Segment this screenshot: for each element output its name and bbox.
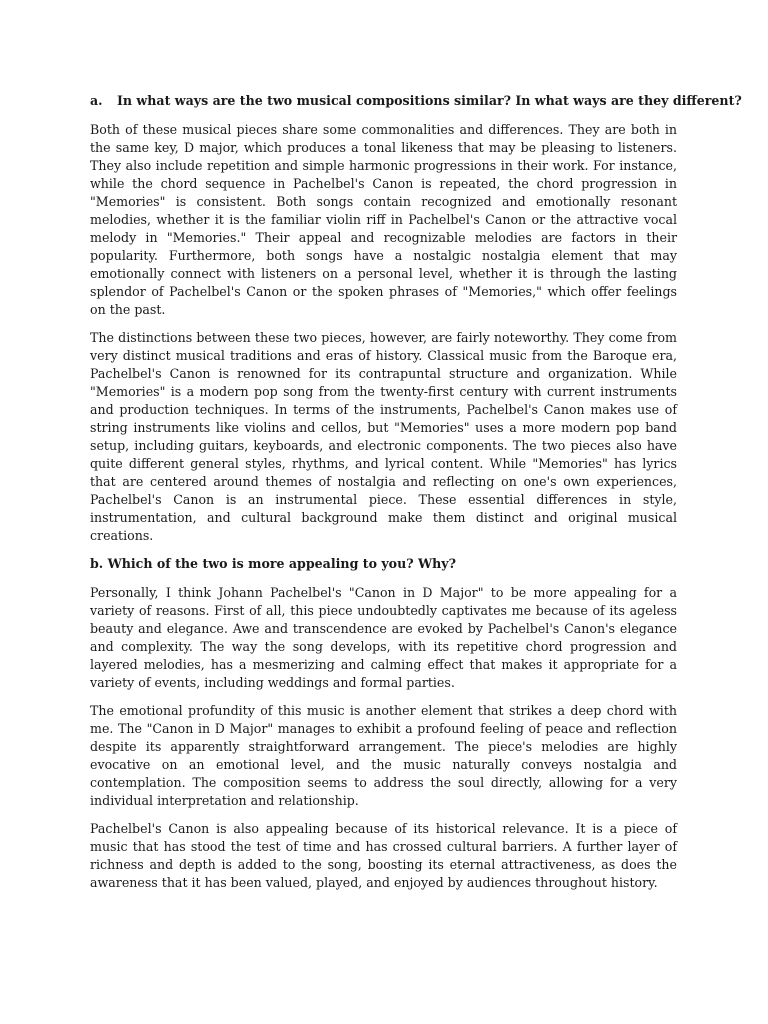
answer-b-paragraph-3: Pachelbel's Canon is also appealing because of its historical relevance. It is a piece of music that has stood the test of time and has crossed cultural barriers. A further layer of richness and depth is added to the song, boosting its eternal attractiveness, as does the awareness that it has been valued, played, and enjoyed by audiences throughout history. (90, 821, 677, 890)
question-a-heading (90, 92, 742, 110)
answer-b-paragraph-1: Personally, I think Johann Pachelbel's "Canon in D Major" to be more appealing for a variety of reasons. First of all, this piece undoubtedly captivates me because of its ageless beauty and elegance. Awe and transcendence are evoked by Pachelbel's Canon's elegance and complexity. The way the song develops, with its repetitive chord progression and layered melodies, has a mesmerizing and calming effect that makes it appropriate for a variety of events, including weddings and formal parties. (90, 585, 677, 690)
answer-a-paragraph-2: The distinctions between these two pieces, however, are fairly noteworthy. They come from very distinct musical traditions and eras of history. Classical music from the Baroque era, Pachelbel's Canon is renowned for its contrapuntal structure and organization. While "Memories" is a modern pop song from the twenty-first century with current instruments and production techniques. In terms of the instruments, Pachelbel's Canon makes use of string instruments like violins and cellos, but "Memories" uses a more modern pop band setup, including guitars, keyboards, and electronic components. The two pieces also have quite different general styles, rhythms, and lyrical content. While "Memories" has lyrics that are centered around themes of nostalgia and reflecting on one's own experiences, Pachelbel's Canon is an instrumental piece. These essential differences in style, instrumentation, and cultural background make them distinct and original musical creations. (90, 330, 677, 543)
answer-b-paragraph-2: The emotional profundity of this music is another element that strikes a deep chord with me. The "Canon in D Major" manages to exhibit a profound feeling of peace and reflection despite its apparently straightforward arrangement. The piece's melodies are highly evocative on an emotional level, and the music naturally conveys nostalgia and contemplation. The composition seems to address the soul directly, allowing for a very individual interpretation and relationship. (90, 703, 677, 808)
question-a-label: a. (90, 93, 103, 108)
question-b-heading: b. Which of the two is more appealing to you? Why? (90, 556, 456, 571)
document-page (90, 92, 742, 902)
answer-a-paragraph-1: Both of these musical pieces share some commonalities and differences. They are both in the same key, D major, which produces a tonal likeness that may be pleasing to listeners. They also include repetition and simple harmonic progressions in their work. For instance, while the chord sequence in Pachelbel's Canon is repeated, the chord progression in "Memories" is consistent. Both songs contain recognized and emotionally resonant melodies, whether it is the familiar violin riff in Pachelbel's Canon or the attractive vocal melody in "Memories." Their appeal and recognizable melodies are factors in their popularity. Furthermore, both songs have a nostalgic nostalgia element that may emotionally connect with listeners on a personal level, whether it is through the lasting splendor of Pachelbel's Canon or the spoken phrases of "Memories," which offer feelings on the past. (90, 122, 677, 317)
question-a-text: In what ways are the two musical compositions similar? In what ways are they different? (117, 93, 742, 108)
